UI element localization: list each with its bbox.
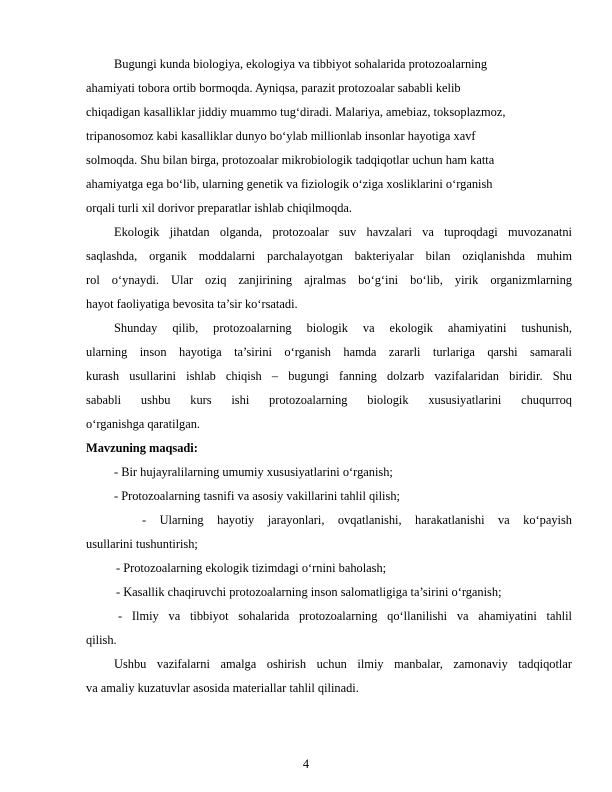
paragraph-3-line-3: kurash usullarini ishlab chiqish – bugungi fanning dolzarb vazifalaridan biridir. Shu	[86, 369, 572, 383]
goals-heading: Mavzuning maqsadi:	[86, 441, 198, 455]
paragraph-3-line-4: sababli ushbu kurs ishi protozoalarning biologik xususiyatlarini chuqurroq	[86, 393, 572, 407]
goal-item-3-line-2: usullarini tushuntirish;	[86, 537, 198, 551]
paragraph-3-line-5: o‘rganishga qaratilgan.	[86, 417, 201, 431]
paragraph-2-line-4: hayot faoliyatiga bevosita ta’sir ko‘rsatadi.	[86, 297, 298, 311]
paragraph-3-line-2: ularning inson hayotiga ta’sirini o‘rganish hamda zararli turlariga qarshi samarali	[86, 345, 572, 359]
paragraph-3-line-1: Shunday qilib, protozoalarning biologik va ekologik ahamiyatini tushunish,	[114, 321, 572, 335]
paragraph-2-line-1: Ekologik jihatdan olganda, protozoalar suv havzalari va tuproqdagi muvozanatni	[114, 225, 572, 239]
paragraph-1-line-4: tripanosomoz kabi kasalliklar dunyo bo‘ylab millionlab insonlar hayotiga xavf	[86, 129, 476, 143]
paragraph-1-line-2: ahamiyati tobora ortib bormoqda. Ayniqsa, parazit protozoalar sababli kelib	[86, 81, 461, 95]
page-number: 4	[302, 757, 310, 771]
paragraph-1-line-7: orqali turli xil dorivor preparatlar ishlab chiqilmoqda.	[86, 201, 352, 215]
goal-item-6-line-1: - Ilmiy va tibbiyot sohalarida protozoalarning qo‘llanilishi va ahamiyatini tahlil	[118, 609, 572, 623]
goal-item-3-line-1: - Ularning hayotiy jarayonlari, ovqatlanishi, harakatlanishi va ko‘payish	[142, 513, 572, 527]
paragraph-1-line-5: solmoqda. Shu bilan birga, protozoalar mikrobiologik tadqiqotlar uchun ham katta	[86, 153, 495, 167]
goal-item-2: - Protozoalarning tasnifi va asosiy vakillarini tahlil qilish;	[114, 489, 400, 503]
goal-item-1: - Bir hujayralilarning umumiy xususiyatlarini o‘rganish;	[114, 465, 393, 479]
final-paragraph-line-2: va amaliy kuzatuvlar asosida materiallar tahlil qilinadi.	[86, 681, 359, 695]
goal-item-4: - Protozoalarning ekologik tizimdagi o‘rnini baholash;	[116, 561, 387, 575]
paragraph-1-line-3: chiqadigan kasalliklar jiddiy muammo tug‘diradi. Malariya, amebiaz, toksoplazmoz,	[86, 105, 506, 119]
goal-item-6-line-2: qilish.	[86, 633, 117, 647]
goal-item-5: - Kasallik chaqiruvchi protozoalarning inson salomatligiga ta’sirini o‘rganish;	[116, 585, 502, 599]
final-paragraph-line-1: Ushbu vazifalarni amalga oshirish uchun ilmiy manbalar, zamonaviy tadqiqotlar	[114, 657, 572, 671]
paragraph-1-line-6: ahamiyatga ega bo‘lib, ularning genetik va fiziologik o‘ziga xosliklarini o‘rganish	[86, 177, 493, 191]
paragraph-1-line-1: Bugungi kunda biologiya, ekologiya va tibbiyot sohalarida protozoalarning	[114, 57, 488, 71]
paragraph-2-line-3: rol o‘ynaydi. Ular oziq zanjirining ajralmas bo‘g‘ini bo‘lib, yirik organizmlarning	[86, 273, 572, 287]
paragraph-2-line-2: saqlashda, organik moddalarni parchalayotgan bakteriyalar bilan oziqlanishda muhim	[86, 249, 572, 263]
